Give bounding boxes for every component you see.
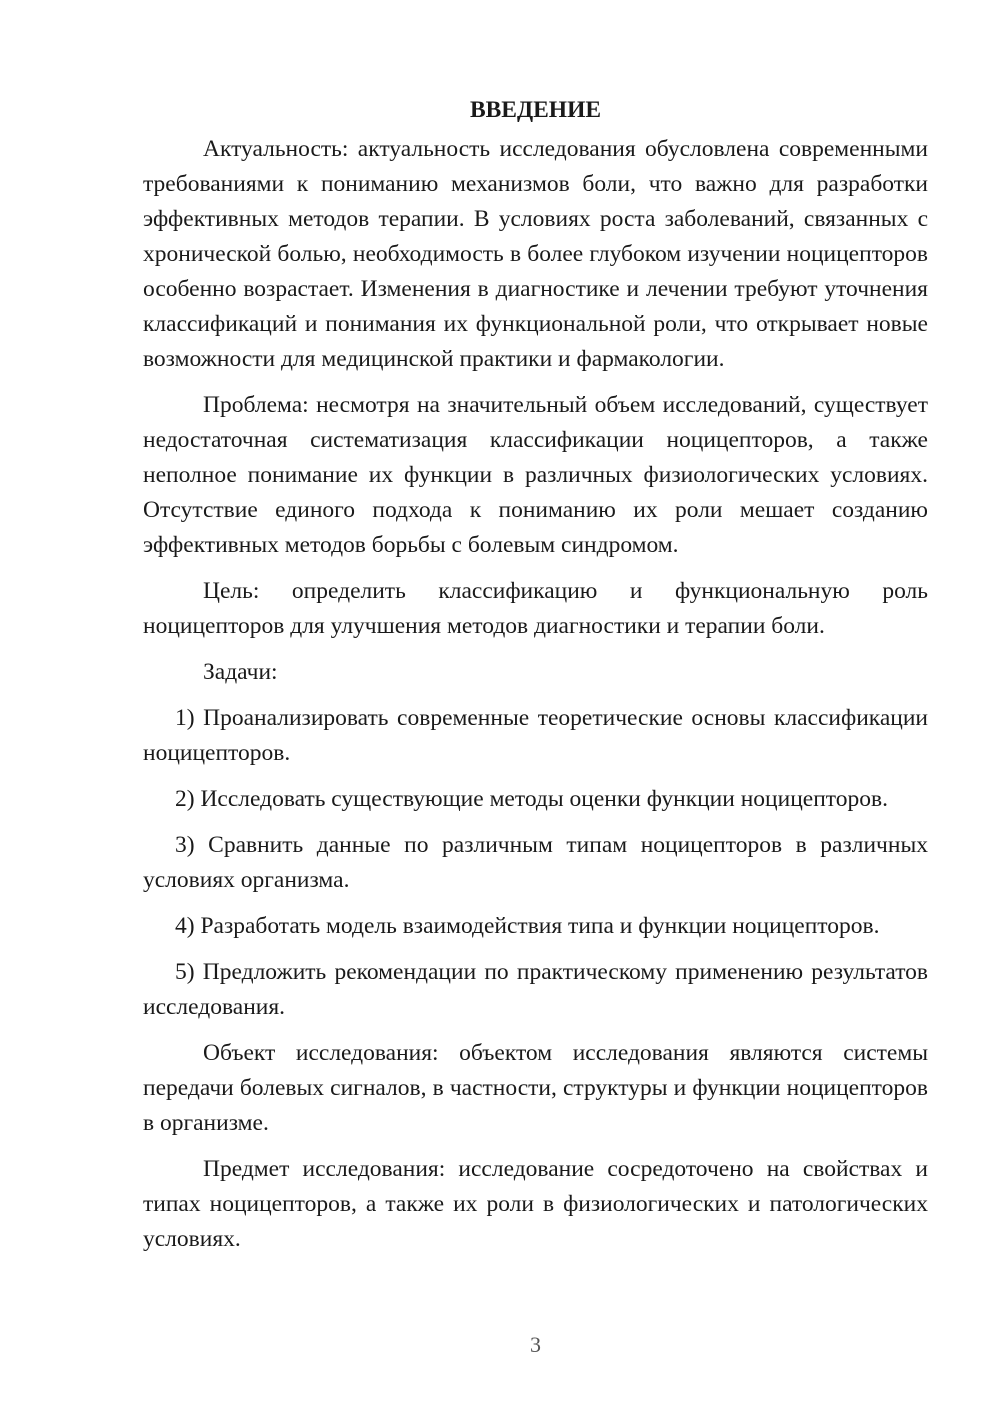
task-item-3: 3) Сравнить данные по различным типам ноцицепторов в различных условиях организма. xyxy=(143,832,928,893)
paragraph-relevance: Актуальность: актуальность исследования обусловлена современными требованиями к пониманию механизмов боли, что важно для разработки эффективных методов терапии. В условиях роста заболеваний, связанных с хронической болью, необходимость в более глубоком изучении ноцицепторов особенно возрастает. Изменения в диагностике и лечении требуют уточнения классификаций и понимания их функциональной роли, что открывает новые возможности для медицинской практики и фармакологии. xyxy=(143,136,928,372)
task-item-5: 5) Предложить рекомендации по практическому применению результатов исследования. xyxy=(143,959,928,1020)
paragraph-subject: Предмет исследования: исследование сосредоточено на свойствах и типах ноцицепторов, а также их роли в физиологических и патологических условиях. xyxy=(143,1156,928,1252)
paragraph-problem: Проблема: несмотря на значительный объем исследований, существует недостаточная систематизация классификации ноцицепторов, а также неполное понимание их функции в различных физиологических условиях. Отсутствие единого подхода к пониманию их роли мешает созданию эффективных методов борьбы с болевым синдромом. xyxy=(143,392,928,558)
paragraph-tasks-heading: Задачи: xyxy=(203,659,278,685)
task-item-2: 2) Исследовать существующие методы оценки функции ноцицепторов. xyxy=(175,786,888,812)
paragraph-goal: Цель: определить классификацию и функциональную роль ноцицепторов для улучшения методов диагностики и терапии боли. xyxy=(143,578,928,639)
paragraph-object: Объект исследования: объектом исследования являются системы передачи болевых сигналов, в частности, структуры и функции ноцицепторов в организме. xyxy=(143,1040,928,1136)
document-page xyxy=(143,92,928,1268)
page-number: 3 xyxy=(530,1332,541,1357)
task-item-1: 1) Проанализировать современные теоретические основы классификации ноцицепторов. xyxy=(143,705,928,766)
section-title: ВВЕДЕНИЕ xyxy=(469,97,602,123)
task-item-4: 4) Разработать модель взаимодействия типа и функции ноцицепторов. xyxy=(175,913,880,939)
